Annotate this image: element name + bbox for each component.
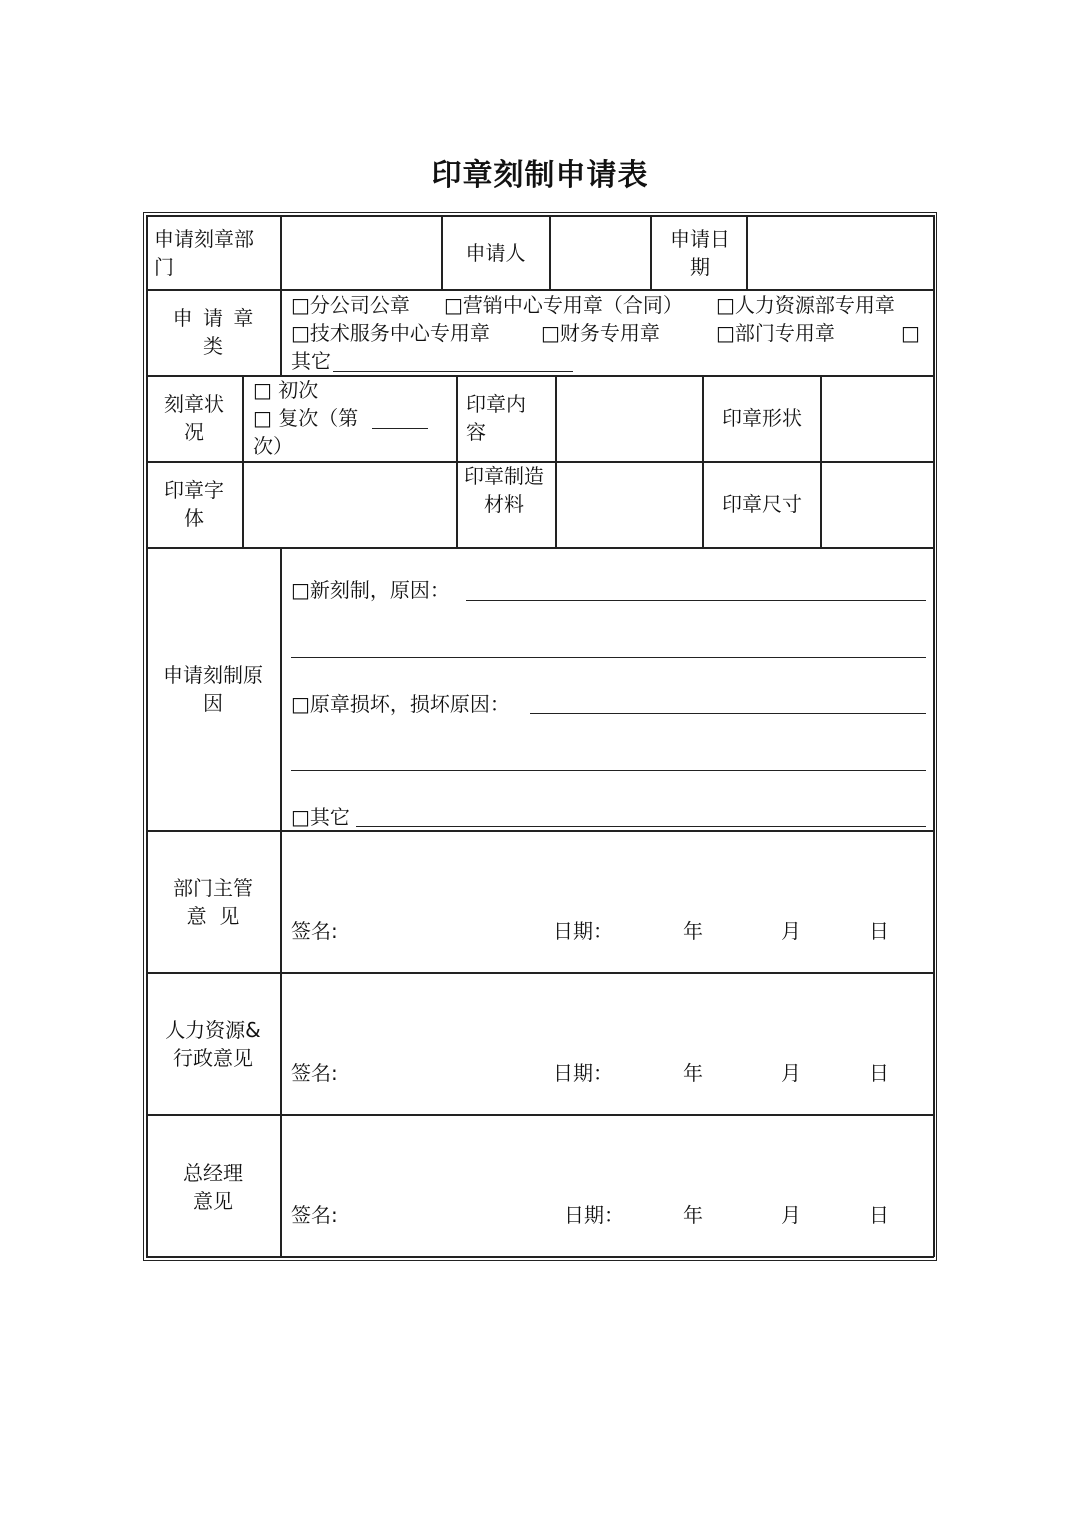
reason-damaged-line[interactable] xyxy=(530,713,926,714)
seal-material-label: 印章制造材料 xyxy=(464,464,544,516)
reason-damaged-line-2[interactable] xyxy=(291,770,926,771)
col-divider xyxy=(280,215,282,290)
seal-size-cell[interactable] xyxy=(823,464,931,546)
dept-manager-sign[interactable]: 签名: xyxy=(291,919,338,943)
repeat-count-underline[interactable] xyxy=(372,428,428,429)
col-divider xyxy=(933,215,935,1257)
dept-manager-label: 部门主管意 见 xyxy=(173,876,253,928)
applicant-value-cell[interactable] xyxy=(552,218,648,288)
gm-label: 总经理意见 xyxy=(183,1161,243,1213)
reason-other-option[interactable]: □其它 xyxy=(291,805,350,829)
dept-label: 申请刻章部门 xyxy=(154,227,254,279)
apply-date-value-cell[interactable] xyxy=(749,218,931,288)
row-divider xyxy=(146,1256,934,1258)
seal-other-underline[interactable] xyxy=(333,371,573,372)
reason-other-line[interactable] xyxy=(356,826,926,827)
hr-admin-day: 日 xyxy=(869,1061,889,1085)
gm-day: 日 xyxy=(869,1203,889,1227)
reason-new-line-2[interactable] xyxy=(291,657,926,658)
col-divider xyxy=(456,375,458,548)
col-divider xyxy=(146,215,148,1257)
col-divider xyxy=(650,215,652,290)
row-divider xyxy=(146,1114,934,1116)
gm-month: 月 xyxy=(781,1203,801,1227)
reason-new-line[interactable] xyxy=(466,600,926,601)
form-title: 印章刻制申请表 xyxy=(431,158,649,193)
col-divider xyxy=(280,547,282,1257)
seal-option-other-checkbox[interactable]: □ xyxy=(901,321,920,345)
seal-material-cell[interactable] xyxy=(558,464,700,546)
status-repeat-option[interactable]: □ 复次（第 xyxy=(253,406,359,430)
gm-year: 年 xyxy=(683,1203,703,1227)
seal-content-label: 印章内容 xyxy=(466,392,526,444)
col-divider xyxy=(702,375,704,548)
seal-font-cell[interactable] xyxy=(245,464,454,546)
seal-option-marketing[interactable]: □营销中心专用章（合同） xyxy=(444,293,683,317)
col-divider xyxy=(549,215,551,290)
dept-manager-month: 月 xyxy=(781,919,801,943)
engrave-status-label: 刻章状况 xyxy=(164,392,224,444)
seal-option-branch[interactable]: □分公司公章 xyxy=(291,293,410,317)
seal-option-finance[interactable]: □财务专用章 xyxy=(541,321,660,345)
seal-content-cell[interactable] xyxy=(558,378,700,460)
hr-admin-year: 年 xyxy=(683,1061,703,1085)
hr-admin-sign[interactable]: 签名: xyxy=(291,1061,338,1085)
col-divider xyxy=(242,375,244,548)
form-table xyxy=(143,212,937,1261)
seal-type-label: 申 请 章 类 xyxy=(172,306,256,358)
seal-shape-label: 印章形状 xyxy=(722,406,802,430)
seal-font-label: 印章字体 xyxy=(164,478,224,530)
seal-option-other: 其它 xyxy=(291,349,331,373)
dept-manager-day: 日 xyxy=(869,919,889,943)
hr-admin-month: 月 xyxy=(781,1061,801,1085)
hr-admin-date[interactable]: 日期： xyxy=(553,1061,613,1085)
seal-option-dept[interactable]: □部门专用章 xyxy=(716,321,835,345)
col-divider xyxy=(280,289,282,376)
dept-manager-date[interactable]: 日期： xyxy=(553,919,613,943)
hr-admin-label: 人力资源&行政意见 xyxy=(165,1018,261,1070)
row-divider xyxy=(146,830,934,832)
seal-option-hr[interactable]: □人力资源部专用章 xyxy=(716,293,895,317)
seal-shape-cell[interactable] xyxy=(823,378,931,460)
seal-option-tech[interactable]: □技术服务中心专用章 xyxy=(291,321,490,345)
row-divider xyxy=(146,972,934,974)
dept-value-cell[interactable] xyxy=(283,218,439,288)
gm-date[interactable]: 日期： xyxy=(564,1203,624,1227)
row-divider xyxy=(146,215,934,217)
reason-new-option[interactable]: □新刻制，原因： xyxy=(291,578,450,602)
applicant-label: 申请人 xyxy=(465,241,526,265)
reason-damaged-option[interactable]: □原章损坏，损坏原因： xyxy=(291,692,510,716)
apply-date-label: 申请日期 xyxy=(670,227,730,279)
dept-manager-year: 年 xyxy=(683,919,703,943)
gm-sign[interactable]: 签名: xyxy=(291,1203,338,1227)
col-divider xyxy=(555,375,557,548)
col-divider xyxy=(746,215,748,290)
seal-size-label: 印章尺寸 xyxy=(722,492,802,516)
status-first-option[interactable]: □ 初次 xyxy=(253,378,319,402)
col-divider xyxy=(820,375,822,548)
status-repeat-suffix: 次） xyxy=(253,434,293,458)
reason-label: 申请刻制原因 xyxy=(163,663,263,715)
row-divider xyxy=(146,547,934,549)
